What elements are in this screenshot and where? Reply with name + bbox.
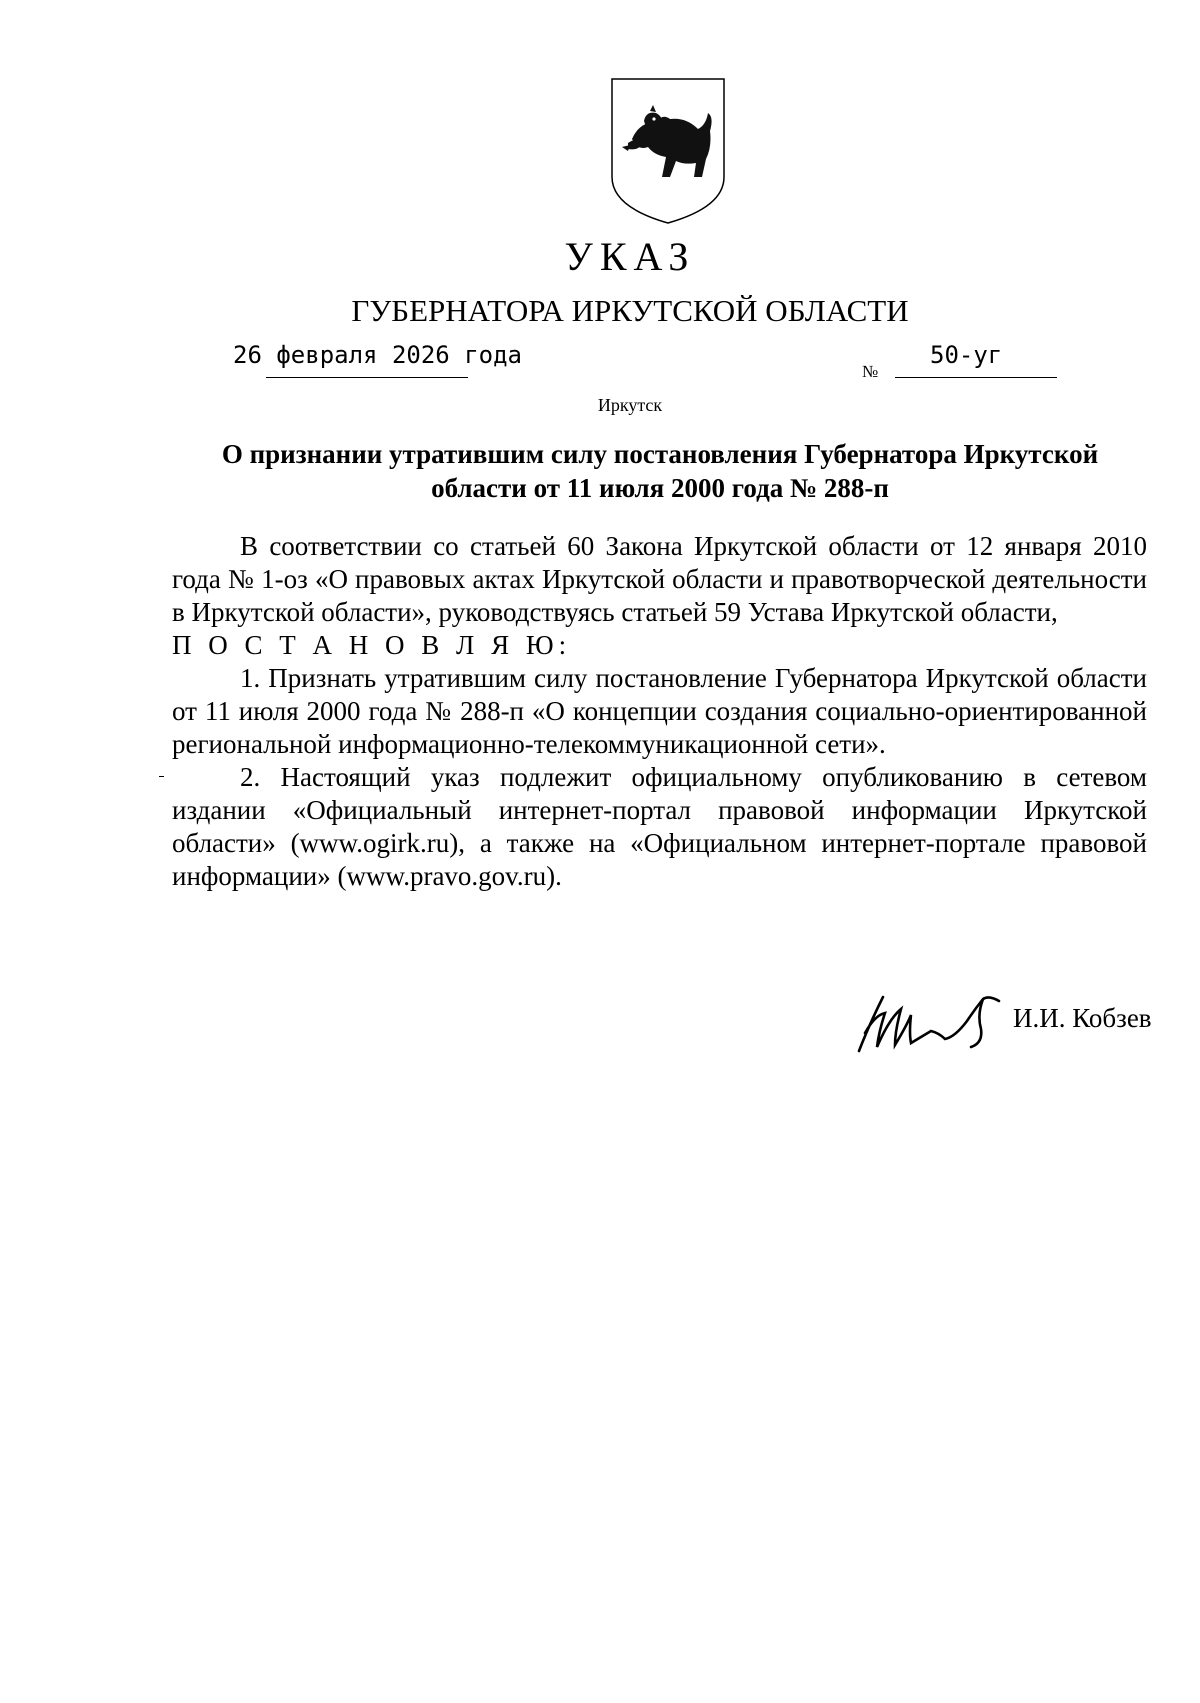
- document-title: УКАЗ: [564, 234, 696, 279]
- decree-body: [172, 530, 1147, 893]
- handwritten-signature: [855, 985, 1025, 1055]
- number-sign: №: [862, 362, 879, 381]
- sable-coat-of-arms-icon: [610, 77, 726, 225]
- item-1-paragraph: 1. Признать утратившим силу постановление Губернатора Иркутской области от 11 июля 2000 года № 288-п «О концепции создания социально-ориентированной региональной информационно-телекоммуникационной сети».: [172, 663, 1147, 759]
- document-issuer: ГУБЕРНАТОРА ИРКУТСКОЙ ОБЛАСТИ: [351, 293, 909, 328]
- resolve-word: П О С Т А Н О В Л Я Ю:: [172, 630, 572, 660]
- document-date: 26 февраля 2026 года: [233, 341, 522, 369]
- item-2-paragraph: 2. Настоящий указ подлежит официальному опубликованию в сетевом издании «Официальный интернет-портал правовой информации Иркутской области» (www.ogirk.ru), а также на «Официальном интернет-портале правовой информации» (www.pravo.gov.ru).: [172, 762, 1147, 891]
- signer-name: И.И. Кобзев: [1013, 1003, 1152, 1033]
- preamble-paragraph: В соответствии со статьей 60 Закона Иркутской области от 12 января 2010 года № 1-оз «О правовых актах Иркутской области и правотворческой деятельности в Иркутской области», руководствуясь статьей 59 Устава Иркутской области,: [172, 531, 1147, 627]
- decree-heading: О признании утратившим силу постановления Губернатора Иркутской области от 11 июля 2000 года № 288-п: [221, 439, 1099, 503]
- date-underline: [266, 377, 468, 378]
- document-number: 50-уг: [930, 341, 1003, 369]
- number-underline: [895, 377, 1057, 378]
- document-city: Иркутск: [597, 395, 663, 415]
- margin-mark: [159, 776, 164, 777]
